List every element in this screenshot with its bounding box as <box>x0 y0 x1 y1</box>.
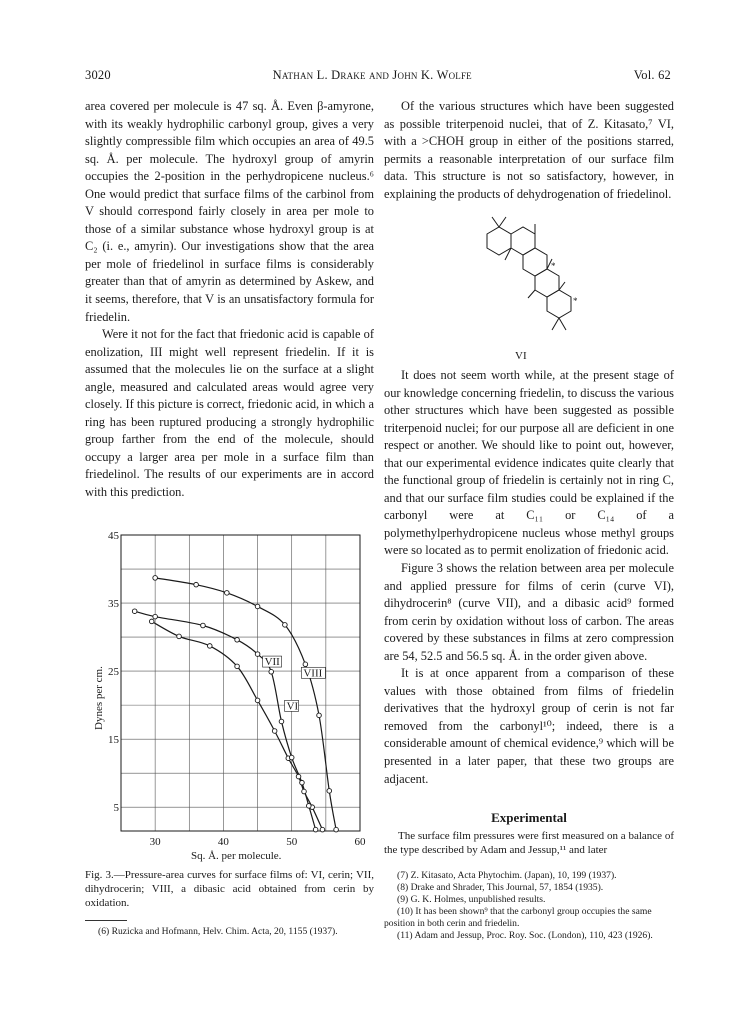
structure-vi-drawing <box>384 212 674 362</box>
data-point-vi <box>149 619 154 624</box>
experimental-heading: Experimental <box>491 810 567 825</box>
svg-text:*: * <box>573 296 578 306</box>
data-point-viii <box>327 789 332 794</box>
footnote-6: (6) Ruzicka and Hofmann, Helv. Chim. Acta, 20, 1155 (1937). <box>98 926 338 937</box>
data-point-vi <box>302 789 307 794</box>
y-tick-label: 25 <box>108 666 119 679</box>
data-point-viii <box>225 591 230 596</box>
data-point-vii <box>279 719 284 724</box>
y-axis-label: Dynes per cm. <box>93 666 105 730</box>
data-point-vi <box>255 698 260 703</box>
data-point-viii <box>283 623 288 628</box>
footnote-rule-left <box>85 920 127 921</box>
data-point-vi <box>320 827 325 832</box>
y-tick-label: 35 <box>108 598 119 611</box>
right-paragraph-1: Of the various structures which have been suggested as possible triterpenoid nuclei, that of Z. Kitasato,⁷ VI, with a >CHOH group in either of the positions starred, permits a reasonable interpretation of our surface film data. This structure is not so satisfactory, however, in explaining the products of dehydrogenation of friedelinol. <box>384 99 674 201</box>
data-point-viii <box>317 713 322 718</box>
series-label-viii: VIII <box>303 667 323 680</box>
left-paragraph-1: area covered per molecule is 47 sq. Å. Even β-amyrone, with its weakly hydrophilic carbonyl group, gives a very slightly compressible film which occupies an area of 49.5 sq. Å. per molecule. The hydroxyl group of amyrin occupies the 2-position in the perhydropicene nucleus.⁶ One would predict that surface films of the carbinol from V should correspond fairly closely in area per mole to those of a similar substance whose hydroxyl group is at C₂ (i. e., amyrin). Our investigations show that the area per mole of friedelinol in surface films is considerably greater than that of amyrin as determined by Askew, and it seems, therefore, that V is an unsatisfactory formula for friedelin. <box>85 99 374 324</box>
data-point-vi <box>177 634 182 639</box>
data-point-vii <box>300 780 305 785</box>
chart-series-labels <box>263 656 326 712</box>
data-point-vii <box>235 637 240 642</box>
data-point-vii <box>289 755 294 760</box>
data-point-vii <box>313 827 318 832</box>
page-number: 3020 <box>85 68 111 82</box>
structure-vi-diagram <box>384 212 674 362</box>
right-paragraph-2: It does not seem worth while, at the present stage of our knowledge concerning friedelin, to discuss the various other structures which have been suggested as possible triterpenoid nuclei; for our purpose all are deficient in one respect or another. We should like to point out, however, that our experimental evidence indicates quite clearly that the functional group of friedelin is certainly not in ring C, and that our surface film studies could be explained if the carbonyl were at C₁₁ or C₁₄ of a polymethylperhydropicene nucleus whose methyl groups were so located as to permit enolization of friedonic acid. <box>384 368 674 558</box>
right-paragraph-4: It is at once apparent from a comparison of these values with those obtained from films of friedelin derivatives that the hydroxyl group of cerin is not far removed from the carbonyl¹⁰; indeed, there is a considerable amount of chemical evidence,⁹ which will be presented in a later paper, that these two groups are adjacent. <box>384 666 674 786</box>
x-tick-label: 40 <box>217 836 229 848</box>
data-point-vii <box>201 623 206 628</box>
data-point-viii <box>255 604 260 609</box>
footnote-8: (8) Drake and Shrader, This Journal, 57, 1854 (1935). <box>397 882 604 893</box>
figure-3-caption: Fig. 3.—Pressure-area curves for surface films of: VI, cerin; VII, dihydrocerin; VIII, a dibasic acid obtained from cerin by oxidation. <box>85 869 374 910</box>
chart-points <box>132 576 338 832</box>
left-paragraph-2: Were it not for the fact that friedonic acid is capable of enolization, III might well represent friedelin. If it is assumed that the molecules lie on the surface at a slight angle, measured and calculated areas would agree very closely. If this picture is correct, friedonic acid, in which a ring has been ruptured producing a strongly hydrophilic group farther from the end of the molecule, should occupy a larger area per mole in a surface film than friedelinol. The results of our experiments are in accord with this prediction. <box>85 327 374 500</box>
data-point-vi <box>207 644 212 649</box>
series-label-vii: VII <box>264 656 280 669</box>
data-point-viii <box>194 582 199 587</box>
svg-text:*: * <box>551 261 556 271</box>
footnote-7: (7) Z. Kitasato, Acta Phytochim. (Japan), 10, 199 (1937). <box>397 870 617 881</box>
data-point-vi <box>296 774 301 779</box>
structure-vi-label: VI <box>515 350 527 362</box>
data-point-viii <box>153 576 158 581</box>
pressure-area-chart <box>85 520 375 865</box>
figure-3-chart <box>85 520 375 865</box>
volume-label: Vol. 62 <box>633 68 671 82</box>
left-column <box>85 98 374 502</box>
data-point-viii <box>303 662 308 667</box>
footnote-11: (11) Adam and Jessup, Proc. Roy. Soc. (London), 110, 423 (1926). <box>397 930 653 941</box>
x-tick-label: 50 <box>286 836 298 848</box>
running-authors: Nathan L. Drake and John K. Wolfe <box>272 68 472 82</box>
footnote-10: (10) It has been shown⁹ that the carbonyl group occupies the same position in both cerin and friedelin. <box>384 906 652 929</box>
right-column-top <box>384 98 674 203</box>
chart-ticks <box>108 530 366 848</box>
curve-vi <box>152 621 323 829</box>
series-label-vi: VI <box>286 700 299 713</box>
right-column-body <box>384 367 674 788</box>
data-point-vii <box>255 652 260 657</box>
curve-viii <box>155 578 336 830</box>
y-tick-label: 5 <box>113 802 119 815</box>
data-point-vi <box>272 729 277 734</box>
data-point-vii <box>269 669 274 674</box>
x-tick-label: 60 <box>354 836 366 848</box>
y-tick-label: 45 <box>108 530 119 542</box>
x-axis-label: Sq. Å. per molecule. <box>191 850 282 862</box>
data-point-viii <box>334 827 339 832</box>
data-point-vii <box>132 609 137 614</box>
right-paragraph-3: Figure 3 shows the relation between area per molecule and applied pressure for films of cerin (curve VI), dihydrocerin⁸ (curve VII), and a dibasic acid⁹ formed from cerin by oxidation without loss of carbon. The areas covered by these substances in films at zero compression are 54, 52.5 and 56.5 sq. Å. in the order given above. <box>384 561 674 663</box>
data-point-vii <box>306 804 311 809</box>
x-tick-label: 30 <box>149 836 161 848</box>
footnote-9: (9) G. K. Holmes, unpublished results. <box>397 894 546 905</box>
data-point-vi <box>235 664 240 669</box>
running-header <box>85 68 671 83</box>
data-point-vii <box>153 614 158 619</box>
curve-vii <box>135 611 316 829</box>
experimental-text: The surface film pressures were first measured on a balance of the type described by Adam and Jessup,¹¹ and later <box>384 830 674 857</box>
y-tick-label: 15 <box>108 734 119 747</box>
